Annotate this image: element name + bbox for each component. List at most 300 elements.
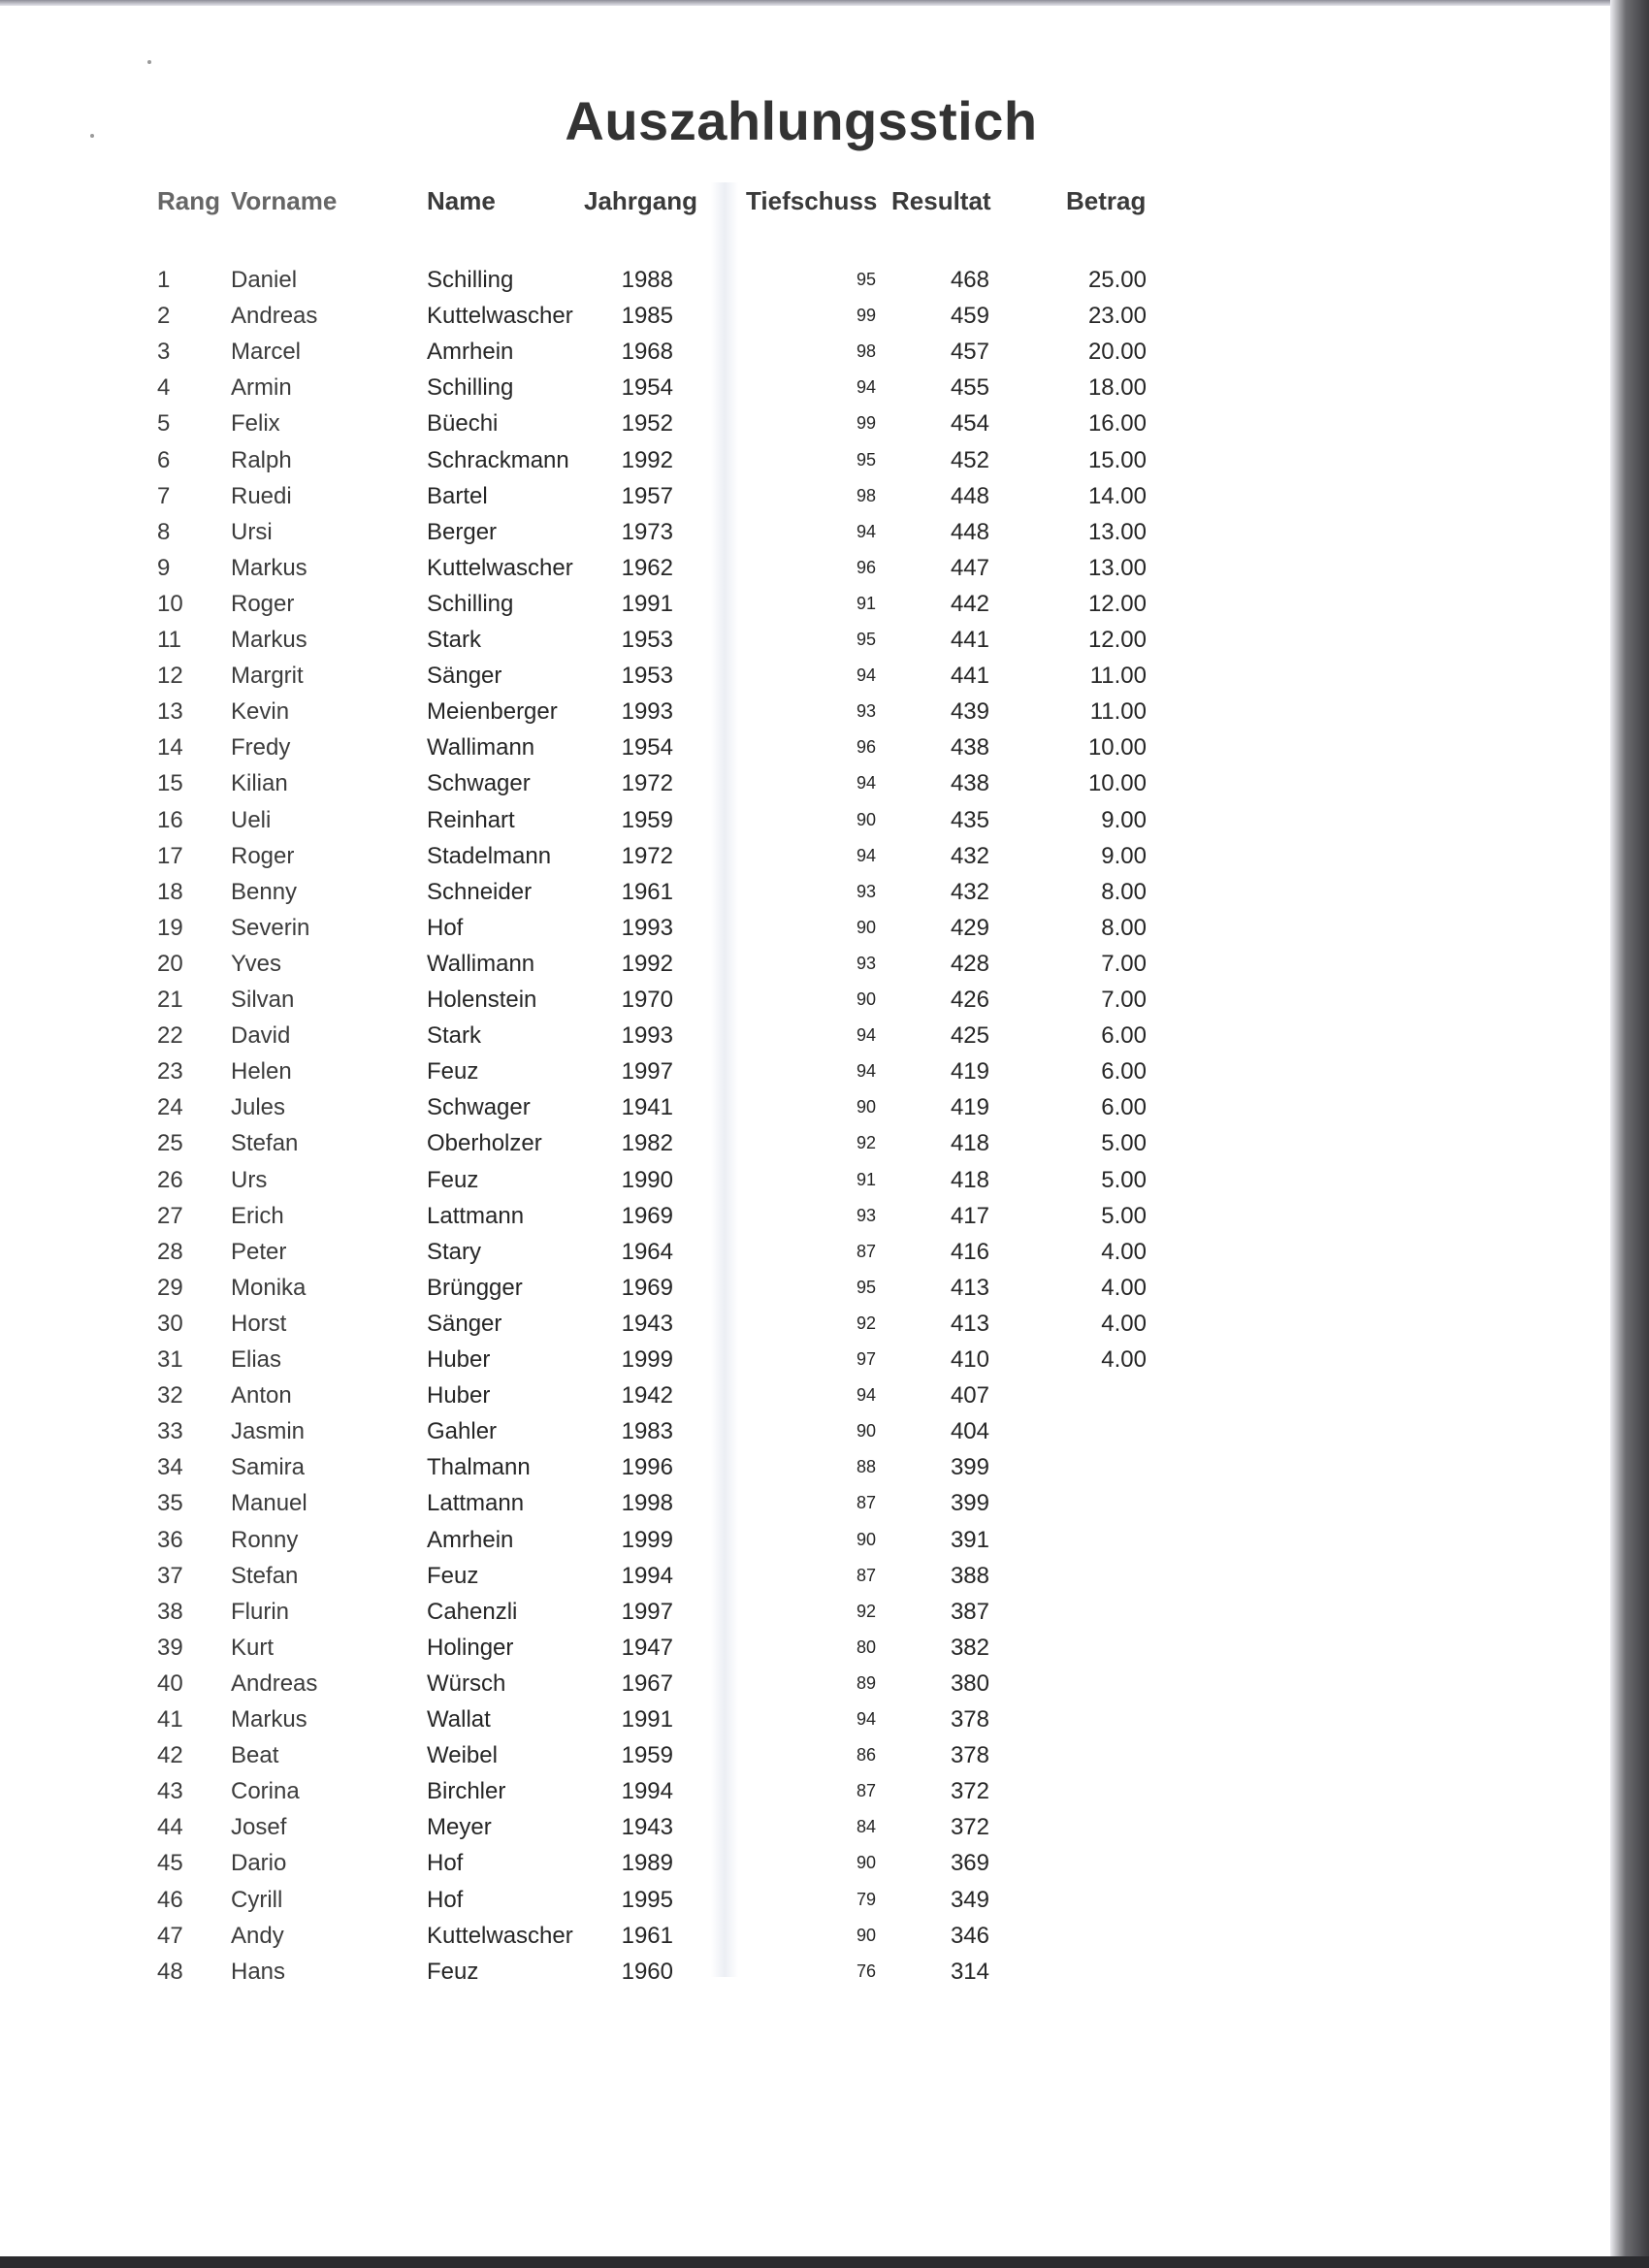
- cell-tiefschuss: 96: [856, 557, 876, 577]
- table-row: [0, 1053, 1261, 1089]
- cell-rang: 22: [157, 1022, 183, 1050]
- cell-betrag: 13.00: [1087, 554, 1147, 581]
- cell-tiefschuss: 94: [856, 773, 876, 794]
- cell-tiefschuss: 87: [856, 1241, 876, 1261]
- cell-name: Brüngger: [427, 1274, 523, 1301]
- header-resultat: Resultat: [891, 186, 991, 215]
- cell-rang: 29: [157, 1274, 183, 1301]
- cell-tiefschuss: 90: [856, 809, 876, 829]
- cell-name: Schwager: [427, 1094, 531, 1121]
- cell-tiefschuss: 86: [856, 1745, 876, 1766]
- cell-resultat: 419: [950, 1094, 989, 1121]
- cell-jahrgang: 1969: [621, 1202, 673, 1229]
- scan-edge-right: [1610, 0, 1649, 2268]
- cell-vorname: Elias: [231, 1346, 282, 1373]
- table-row: [0, 586, 1261, 622]
- cell-jahrgang: 1994: [621, 1778, 673, 1805]
- cell-tiefschuss: 93: [856, 953, 876, 973]
- cell-jahrgang: 1982: [621, 1130, 673, 1157]
- cell-name: Büechi: [427, 410, 499, 437]
- cell-rang: 20: [157, 950, 183, 977]
- cell-resultat: 425: [950, 1022, 989, 1050]
- cell-name: Weibel: [427, 1742, 498, 1769]
- cell-jahrgang: 1959: [621, 1742, 673, 1769]
- cell-betrag: 7.00: [1101, 987, 1147, 1013]
- table-row: [0, 1162, 1261, 1198]
- cell-name: Lattmann: [427, 1490, 525, 1517]
- cell-resultat: 432: [950, 842, 989, 869]
- cell-jahrgang: 1991: [621, 1706, 673, 1733]
- cell-jahrgang: 1993: [621, 1022, 673, 1050]
- scan-edge-bottom: [0, 2256, 1649, 2268]
- cell-name: Wallimann: [427, 950, 535, 977]
- cell-name: Schilling: [427, 374, 514, 402]
- table-row: [0, 1377, 1261, 1413]
- cell-rang: 14: [157, 734, 183, 761]
- cell-resultat: 399: [950, 1454, 989, 1481]
- cell-resultat: 426: [950, 987, 989, 1013]
- cell-resultat: 459: [950, 303, 989, 330]
- cell-vorname: Monika: [231, 1274, 307, 1301]
- table-row: [0, 1594, 1261, 1630]
- cell-resultat: 372: [950, 1778, 989, 1805]
- cell-tiefschuss: 95: [856, 449, 876, 470]
- cell-tiefschuss: 87: [856, 1565, 876, 1585]
- cell-vorname: Armin: [231, 374, 292, 402]
- cell-vorname: Corina: [231, 1778, 300, 1805]
- table-row: [0, 1125, 1261, 1161]
- cell-jahrgang: 1990: [621, 1166, 673, 1193]
- cell-betrag: 6.00: [1101, 1058, 1147, 1085]
- cell-vorname: Benny: [231, 878, 298, 905]
- cell-vorname: Ueli: [231, 806, 272, 833]
- cell-tiefschuss: 98: [856, 341, 876, 362]
- cell-resultat: 380: [950, 1669, 989, 1697]
- cell-rang: 15: [157, 770, 183, 797]
- table-row: [0, 1485, 1261, 1521]
- cell-jahrgang: 1999: [621, 1526, 673, 1553]
- cell-betrag: 11.00: [1089, 698, 1147, 726]
- cell-vorname: Anton: [231, 1382, 292, 1409]
- cell-tiefschuss: 90: [856, 989, 876, 1009]
- cell-tiefschuss: 91: [856, 593, 876, 613]
- cell-tiefschuss: 95: [856, 630, 876, 649]
- cell-resultat: 448: [950, 518, 989, 545]
- cell-vorname: Markus: [231, 627, 307, 653]
- cell-betrag: 4.00: [1101, 1310, 1147, 1337]
- table-row: [0, 478, 1261, 514]
- cell-name: Berger: [427, 518, 498, 545]
- cell-betrag: 12.00: [1087, 590, 1147, 617]
- cell-jahrgang: 1991: [621, 590, 673, 617]
- cell-tiefschuss: 98: [856, 485, 876, 505]
- cell-jahrgang: 1961: [621, 878, 673, 905]
- cell-name: Stary: [427, 1238, 482, 1265]
- table-row: [0, 262, 1261, 298]
- cell-name: Schwager: [427, 770, 531, 797]
- cell-vorname: Ruedi: [231, 482, 292, 509]
- table-row: [0, 982, 1261, 1018]
- cell-jahrgang: 1998: [621, 1490, 673, 1517]
- table-row: [0, 1449, 1261, 1485]
- cell-name: Schilling: [427, 267, 514, 293]
- cell-resultat: 457: [950, 339, 989, 366]
- cell-jahrgang: 1997: [621, 1058, 673, 1085]
- cell-rang: 26: [157, 1166, 183, 1193]
- cell-vorname: Silvan: [231, 987, 295, 1013]
- cell-betrag: 7.00: [1101, 950, 1147, 977]
- cell-resultat: 442: [950, 590, 989, 617]
- cell-resultat: 435: [950, 806, 989, 833]
- cell-vorname: Beat: [231, 1742, 279, 1769]
- cell-rang: 7: [157, 482, 171, 509]
- cell-jahrgang: 1995: [621, 1886, 673, 1913]
- table-row: [0, 1198, 1261, 1234]
- cell-tiefschuss: 84: [856, 1817, 876, 1837]
- cell-rang: 5: [157, 410, 171, 437]
- cell-vorname: Peter: [231, 1238, 287, 1265]
- cell-resultat: 432: [950, 878, 989, 905]
- cell-vorname: Jasmin: [231, 1418, 306, 1445]
- table-row: [0, 1018, 1261, 1053]
- cell-vorname: Andy: [231, 1922, 284, 1949]
- cell-tiefschuss: 92: [856, 1601, 876, 1621]
- cell-rang: 2: [157, 303, 171, 330]
- cell-tiefschuss: 90: [856, 1925, 876, 1945]
- cell-tiefschuss: 94: [856, 1025, 876, 1046]
- cell-resultat: 418: [950, 1130, 989, 1157]
- cell-resultat: 438: [950, 770, 989, 797]
- cell-jahrgang: 1993: [621, 698, 673, 726]
- cell-jahrgang: 1972: [621, 842, 673, 869]
- cell-rang: 43: [157, 1778, 183, 1805]
- cell-betrag: 6.00: [1101, 1094, 1147, 1121]
- cell-betrag: 8.00: [1101, 878, 1147, 905]
- cell-vorname: Helen: [231, 1058, 292, 1085]
- cell-tiefschuss: 94: [856, 1385, 876, 1406]
- cell-name: Gahler: [427, 1418, 498, 1445]
- cell-jahrgang: 1943: [621, 1310, 673, 1337]
- header-rang: Rang: [157, 186, 220, 215]
- cell-name: Meienberger: [427, 698, 558, 726]
- table-row: [0, 1737, 1261, 1773]
- cell-name: Kuttelwascher: [427, 303, 573, 330]
- cell-betrag: 11.00: [1089, 663, 1147, 690]
- cell-rang: 10: [157, 590, 183, 617]
- cell-resultat: 388: [950, 1562, 989, 1589]
- cell-jahrgang: 1973: [621, 518, 673, 545]
- cell-name: Würsch: [427, 1669, 506, 1697]
- cell-name: Wallimann: [427, 734, 535, 761]
- cell-vorname: Cyrill: [231, 1886, 283, 1913]
- cell-rang: 37: [157, 1562, 183, 1589]
- cell-name: Huber: [427, 1346, 491, 1373]
- cell-name: Cahenzli: [427, 1598, 518, 1625]
- cell-rang: 1: [157, 267, 171, 293]
- cell-vorname: Andreas: [231, 303, 318, 330]
- table-row: [0, 874, 1261, 910]
- cell-vorname: Stefan: [231, 1130, 299, 1157]
- table-row: [0, 622, 1261, 658]
- cell-tiefschuss: 94: [856, 377, 876, 398]
- cell-tiefschuss: 93: [856, 1205, 876, 1225]
- cell-resultat: 447: [950, 554, 989, 581]
- table-row: [0, 802, 1261, 838]
- cell-vorname: Marcel: [231, 339, 302, 366]
- table-row: [0, 514, 1261, 550]
- table-row: [0, 442, 1261, 478]
- cell-jahrgang: 1947: [621, 1634, 673, 1661]
- cell-rang: 34: [157, 1454, 183, 1481]
- cell-jahrgang: 1985: [621, 303, 673, 330]
- cell-vorname: Stefan: [231, 1562, 299, 1589]
- cell-rang: 19: [157, 914, 183, 941]
- table-row: [0, 658, 1261, 694]
- cell-rang: 12: [157, 663, 183, 690]
- cell-name: Hof: [427, 1850, 464, 1877]
- cell-tiefschuss: 76: [856, 1960, 876, 1981]
- cell-tiefschuss: 80: [856, 1636, 876, 1657]
- table-row: [0, 1234, 1261, 1270]
- cell-betrag: 9.00: [1101, 842, 1147, 869]
- cell-rang: 38: [157, 1598, 183, 1625]
- cell-name: Holinger: [427, 1634, 514, 1661]
- table-row: [0, 370, 1261, 405]
- cell-betrag: 18.00: [1087, 374, 1147, 402]
- cell-name: Kuttelwascher: [427, 554, 573, 581]
- cell-name: Huber: [427, 1382, 491, 1409]
- cell-name: Reinhart: [427, 806, 515, 833]
- cell-betrag: 12.00: [1087, 627, 1147, 653]
- cell-rang: 17: [157, 842, 183, 869]
- cell-resultat: 372: [950, 1814, 989, 1841]
- cell-rang: 32: [157, 1382, 183, 1409]
- header-betrag: Betrag: [1066, 186, 1147, 215]
- cell-betrag: 5.00: [1101, 1166, 1147, 1193]
- cell-vorname: Jules: [231, 1094, 286, 1121]
- cell-resultat: 416: [950, 1238, 989, 1265]
- cell-tiefschuss: 90: [856, 1421, 876, 1442]
- cell-rang: 39: [157, 1634, 183, 1661]
- table-row: [0, 1809, 1261, 1845]
- cell-tiefschuss: 93: [856, 701, 876, 722]
- cell-betrag: 23.00: [1087, 303, 1147, 330]
- table-row: [0, 1270, 1261, 1306]
- cell-resultat: 438: [950, 734, 989, 761]
- cell-tiefschuss: 89: [856, 1672, 876, 1693]
- cell-jahrgang: 1988: [621, 267, 673, 293]
- cell-betrag: 10.00: [1087, 770, 1147, 797]
- cell-vorname: Kilian: [231, 770, 288, 797]
- cell-tiefschuss: 90: [856, 917, 876, 937]
- cell-tiefschuss: 90: [856, 1529, 876, 1549]
- cell-resultat: 407: [950, 1382, 989, 1409]
- cell-tiefschuss: 90: [856, 1853, 876, 1873]
- cell-jahrgang: 1989: [621, 1850, 673, 1877]
- cell-vorname: Margrit: [231, 663, 304, 690]
- cell-jahrgang: 1968: [621, 339, 673, 366]
- cell-name: Schilling: [427, 590, 514, 617]
- cell-tiefschuss: 94: [856, 845, 876, 865]
- cell-resultat: 349: [950, 1886, 989, 1913]
- cell-tiefschuss: 91: [856, 1169, 876, 1189]
- cell-rang: 48: [157, 1958, 183, 1985]
- cell-resultat: 428: [950, 950, 989, 977]
- cell-tiefschuss: 93: [856, 881, 876, 901]
- cell-vorname: Flurin: [231, 1598, 290, 1625]
- cell-betrag: 16.00: [1087, 410, 1147, 437]
- cell-jahrgang: 1961: [621, 1922, 673, 1949]
- cell-jahrgang: 1943: [621, 1814, 673, 1841]
- cell-resultat: 404: [950, 1418, 989, 1445]
- cell-tiefschuss: 94: [856, 521, 876, 541]
- table-row: [0, 765, 1261, 801]
- cell-jahrgang: 1954: [621, 374, 673, 402]
- cell-rang: 42: [157, 1742, 183, 1769]
- cell-jahrgang: 1964: [621, 1238, 673, 1265]
- cell-name: Sänger: [427, 663, 502, 690]
- table-row: [0, 838, 1261, 874]
- cell-name: Feuz: [427, 1058, 479, 1085]
- cell-vorname: Daniel: [231, 267, 298, 293]
- cell-resultat: 419: [950, 1058, 989, 1085]
- cell-betrag: 4.00: [1101, 1238, 1147, 1265]
- cell-rang: 16: [157, 806, 183, 833]
- cell-rang: 3: [157, 339, 171, 366]
- cell-rang: 9: [157, 554, 171, 581]
- cell-betrag: 4.00: [1101, 1274, 1147, 1301]
- table-row: [0, 694, 1261, 729]
- cell-resultat: 410: [950, 1346, 989, 1373]
- table-row: [0, 946, 1261, 982]
- table-row: [0, 405, 1261, 441]
- cell-tiefschuss: 87: [856, 1781, 876, 1801]
- table-row: [0, 1918, 1261, 1954]
- cell-vorname: Samira: [231, 1454, 306, 1481]
- cell-tiefschuss: 94: [856, 1061, 876, 1082]
- cell-jahrgang: 1970: [621, 987, 673, 1013]
- cell-resultat: 314: [950, 1958, 989, 1985]
- cell-vorname: Horst: [231, 1310, 287, 1337]
- cell-jahrgang: 1959: [621, 806, 673, 833]
- cell-name: Schrackmann: [427, 446, 569, 473]
- cell-jahrgang: 1972: [621, 770, 673, 797]
- table-row: [0, 1666, 1261, 1701]
- table-row: [0, 550, 1261, 586]
- cell-vorname: Ursi: [231, 518, 273, 545]
- cell-resultat: 452: [950, 446, 989, 473]
- table-row: [0, 729, 1261, 765]
- table-row: [0, 334, 1261, 370]
- cell-rang: 44: [157, 1814, 183, 1841]
- cell-vorname: Fredy: [231, 734, 291, 761]
- cell-tiefschuss: 90: [856, 1097, 876, 1118]
- header-jahrgang: Jahrgang: [584, 186, 698, 215]
- cell-jahrgang: 1953: [621, 627, 673, 653]
- cell-vorname: Manuel: [231, 1490, 307, 1517]
- cell-vorname: Roger: [231, 590, 295, 617]
- cell-name: Stadelmann: [427, 842, 552, 869]
- cell-rang: 8: [157, 518, 171, 545]
- cell-vorname: Urs: [231, 1166, 268, 1193]
- cell-resultat: 455: [950, 374, 989, 402]
- table-row: [0, 298, 1261, 334]
- cell-tiefschuss: 92: [856, 1133, 876, 1153]
- cell-resultat: 391: [950, 1526, 989, 1553]
- table-row: [0, 1342, 1261, 1377]
- cell-resultat: 439: [950, 698, 989, 726]
- cell-resultat: 369: [950, 1850, 989, 1877]
- cell-betrag: 13.00: [1087, 518, 1147, 545]
- cell-jahrgang: 1957: [621, 482, 673, 509]
- cell-jahrgang: 1942: [621, 1382, 673, 1409]
- cell-jahrgang: 1993: [621, 914, 673, 941]
- cell-betrag: 5.00: [1101, 1130, 1147, 1157]
- cell-name: Sänger: [427, 1310, 502, 1337]
- table-row: [0, 1701, 1261, 1737]
- cell-vorname: Erich: [231, 1202, 284, 1229]
- cell-jahrgang: 1952: [621, 410, 673, 437]
- cell-rang: 11: [157, 627, 181, 653]
- cell-rang: 30: [157, 1310, 183, 1337]
- cell-rang: 24: [157, 1094, 183, 1121]
- table-row: [0, 1773, 1261, 1809]
- table-row: [0, 1630, 1261, 1666]
- cell-tiefschuss: 79: [856, 1889, 876, 1909]
- cell-resultat: 441: [950, 663, 989, 690]
- cell-jahrgang: 1983: [621, 1418, 673, 1445]
- cell-rang: 27: [157, 1202, 183, 1229]
- scan-edge-top: [0, 0, 1610, 6]
- cell-name: Amrhein: [427, 1526, 514, 1553]
- cell-name: Feuz: [427, 1562, 479, 1589]
- cell-resultat: 378: [950, 1742, 989, 1769]
- cell-tiefschuss: 94: [856, 665, 876, 686]
- cell-name: Hof: [427, 1886, 464, 1913]
- cell-name: Meyer: [427, 1814, 492, 1841]
- cell-rang: 13: [157, 698, 183, 726]
- table-row: [0, 1882, 1261, 1918]
- header-vorname: Vorname: [231, 186, 338, 215]
- cell-jahrgang: 1992: [621, 950, 673, 977]
- cell-jahrgang: 1997: [621, 1598, 673, 1625]
- cell-vorname: Felix: [231, 410, 280, 437]
- cell-tiefschuss: 88: [856, 1457, 876, 1477]
- header-name: Name: [427, 186, 496, 215]
- cell-rang: 45: [157, 1850, 183, 1877]
- cell-name: Lattmann: [427, 1202, 525, 1229]
- table-row: [0, 1089, 1261, 1125]
- cell-resultat: 413: [950, 1274, 989, 1301]
- cell-betrag: 25.00: [1087, 267, 1147, 293]
- cell-rang: 28: [157, 1238, 183, 1265]
- cell-vorname: Yves: [231, 950, 282, 977]
- cell-resultat: 413: [950, 1310, 989, 1337]
- cell-name: Feuz: [427, 1166, 479, 1193]
- cell-jahrgang: 1992: [621, 446, 673, 473]
- cell-betrag: 8.00: [1101, 914, 1147, 941]
- cell-jahrgang: 1953: [621, 663, 673, 690]
- cell-betrag: 5.00: [1101, 1202, 1147, 1229]
- cell-betrag: 9.00: [1101, 806, 1147, 833]
- table-row: [0, 1306, 1261, 1342]
- cell-rang: 36: [157, 1526, 183, 1553]
- cell-jahrgang: 1994: [621, 1562, 673, 1589]
- cell-vorname: Josef: [231, 1814, 287, 1841]
- cell-jahrgang: 1969: [621, 1274, 673, 1301]
- cell-rang: 6: [157, 446, 171, 473]
- cell-jahrgang: 1967: [621, 1669, 673, 1697]
